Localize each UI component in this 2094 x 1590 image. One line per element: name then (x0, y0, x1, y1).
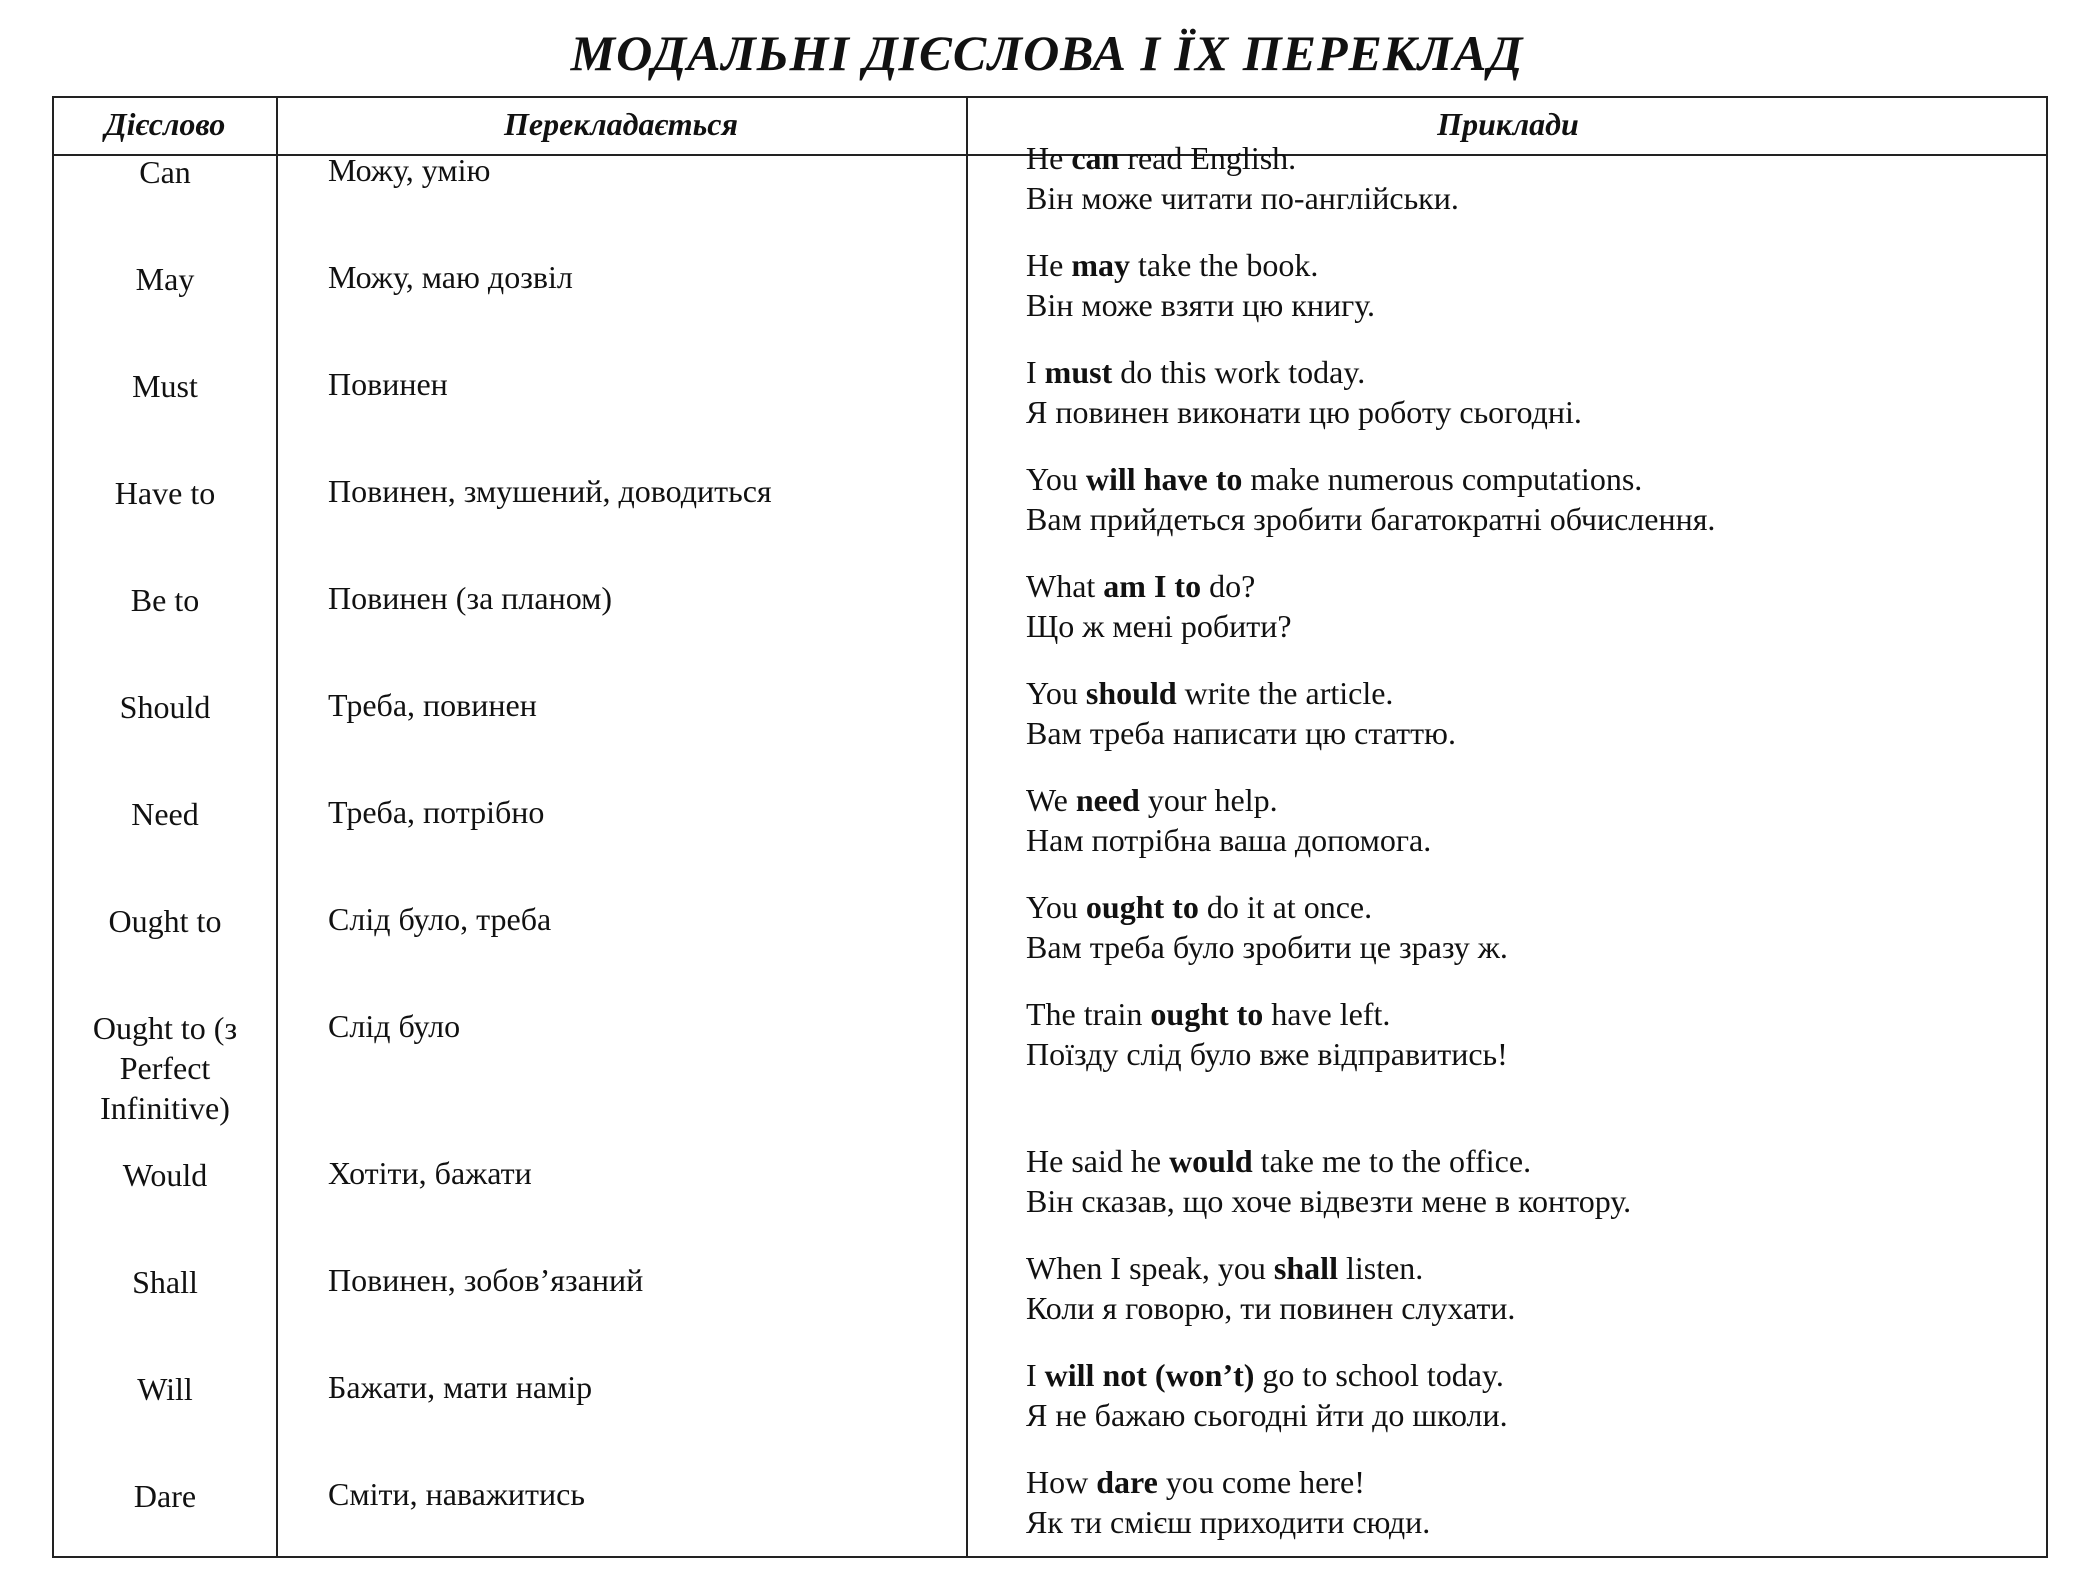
verb-cell: Dare (133, 1478, 197, 1514)
example-english: What am I to do? (1026, 568, 1256, 604)
translation-cell: Слід було (328, 1008, 461, 1044)
translation-cell: Можу, маю дозвіл (328, 259, 573, 295)
translation-cell: Сміти, наважитись (328, 1476, 585, 1512)
verb-cell: Need (131, 796, 199, 832)
example-cell (1026, 780, 2036, 860)
example-english: He may take the book. (1026, 247, 1319, 283)
table-row (54, 780, 2050, 887)
modal-verbs-table (52, 96, 2048, 1558)
table-body (54, 138, 2050, 1569)
example-cell (1026, 245, 2036, 325)
example-cell (1026, 352, 2036, 432)
table-row (54, 994, 2050, 1141)
example-english: You ought to do it at once. (1026, 889, 1373, 925)
example-ukrainian: Як ти смієш приходити сюди. (1026, 1504, 1431, 1540)
example-english: How dare you come here! (1026, 1464, 1365, 1500)
table-row (54, 673, 2050, 780)
example-english: He said he would take me to the office. (1026, 1143, 1532, 1179)
verb-cell: Shall (132, 1264, 198, 1300)
translation-cell: Треба, повинен (328, 687, 537, 723)
translation-cell: Повинен, зобов’язаний (328, 1262, 644, 1298)
page-title: МОДАЛЬНІ ДІЄСЛОВА І ЇХ ПЕРЕКЛАД (570, 25, 1524, 81)
example-english: You should write the article. (1026, 675, 1394, 711)
example-english: I will not (won’t) go to school today. (1026, 1357, 1504, 1393)
translation-cell: Треба, потрібно (328, 794, 545, 830)
example-ukrainian: Він може читати по-англійськи. (1026, 180, 1459, 216)
example-cell (1026, 994, 2036, 1074)
example-ukrainian: Вам прийдеться зробити багатократні обчислення. (1026, 501, 1716, 537)
verb-cell: Would (122, 1157, 208, 1193)
table-row (54, 138, 2050, 245)
translation-cell: Хотіти, бажати (328, 1155, 532, 1191)
example-cell (1026, 138, 2036, 218)
example-cell (1026, 887, 2036, 967)
translation-cell: Повинен (328, 366, 448, 402)
verb-cell: Will (137, 1371, 193, 1407)
verb-cell: Ought to (108, 903, 222, 939)
example-english: When I speak, you shall listen. (1026, 1250, 1424, 1286)
example-ukrainian: Він сказав, що хоче відвезти мене в контору. (1026, 1183, 1632, 1219)
example-cell (1026, 1462, 2036, 1542)
verb-cell: Can (139, 154, 191, 190)
example-cell (1026, 1141, 2036, 1221)
translation-cell: Повинен (за планом) (328, 580, 613, 616)
example-ukrainian: Коли я говорю, ти повинен слухати. (1026, 1290, 1516, 1326)
example-english: We need your help. (1026, 782, 1278, 818)
example-ukrainian: Я повинен виконати цю роботу сьогодні. (1026, 394, 1582, 430)
table-row (54, 566, 2050, 673)
table-row (54, 459, 2050, 566)
example-ukrainian: Вам треба було зробити це зразу ж. (1026, 929, 1508, 965)
verb-cell: May (135, 261, 195, 297)
translation-cell: Можу, умію (328, 152, 491, 188)
verb-cell: Ought to (з Perfect Infinitive) (92, 1010, 238, 1126)
example-cell (1026, 1248, 2036, 1328)
example-ukrainian: Поїзду слід було вже відправитись! (1026, 1036, 1508, 1072)
table-row (54, 1248, 2050, 1355)
table-row (54, 1462, 2050, 1569)
table-row (54, 1141, 2050, 1248)
table-row (54, 352, 2050, 459)
table-row (54, 245, 2050, 352)
example-cell (1026, 566, 2036, 646)
translation-cell: Слід було, треба (328, 901, 552, 937)
example-ukrainian: Що ж мені робити? (1026, 608, 1292, 644)
verb-cell: Must (132, 368, 198, 404)
example-cell (1026, 673, 2036, 753)
table-row (54, 1355, 2050, 1462)
table-row (54, 887, 2050, 994)
verb-cell: Have to (114, 475, 216, 511)
verb-cell: Should (119, 689, 211, 725)
example-ukrainian: Нам потрібна ваша допомога. (1026, 822, 1432, 858)
translation-cell: Бажати, мати намір (328, 1369, 593, 1405)
header-examples: Приклади (1437, 106, 1579, 142)
example-ukrainian: Вам треба написати цю статтю. (1026, 715, 1456, 751)
example-ukrainian: Він може взяти цю книгу. (1026, 287, 1376, 323)
verb-cell: Be to (130, 582, 200, 618)
header-translation: Перекладається (504, 106, 738, 142)
example-english: He can read English. (1026, 140, 1297, 176)
example-cell (1026, 1355, 2036, 1435)
example-english: The train ought to have left. (1026, 996, 1391, 1032)
translation-cell: Повинен, змушений, доводиться (328, 473, 772, 509)
example-cell (1026, 459, 2036, 539)
header-verb: Дієслово (104, 106, 226, 142)
example-english: You will have to make numerous computations. (1026, 461, 1643, 497)
example-english: I must do this work today. (1026, 354, 1366, 390)
example-ukrainian: Я не бажаю сьогодні йти до школи. (1026, 1397, 1508, 1433)
